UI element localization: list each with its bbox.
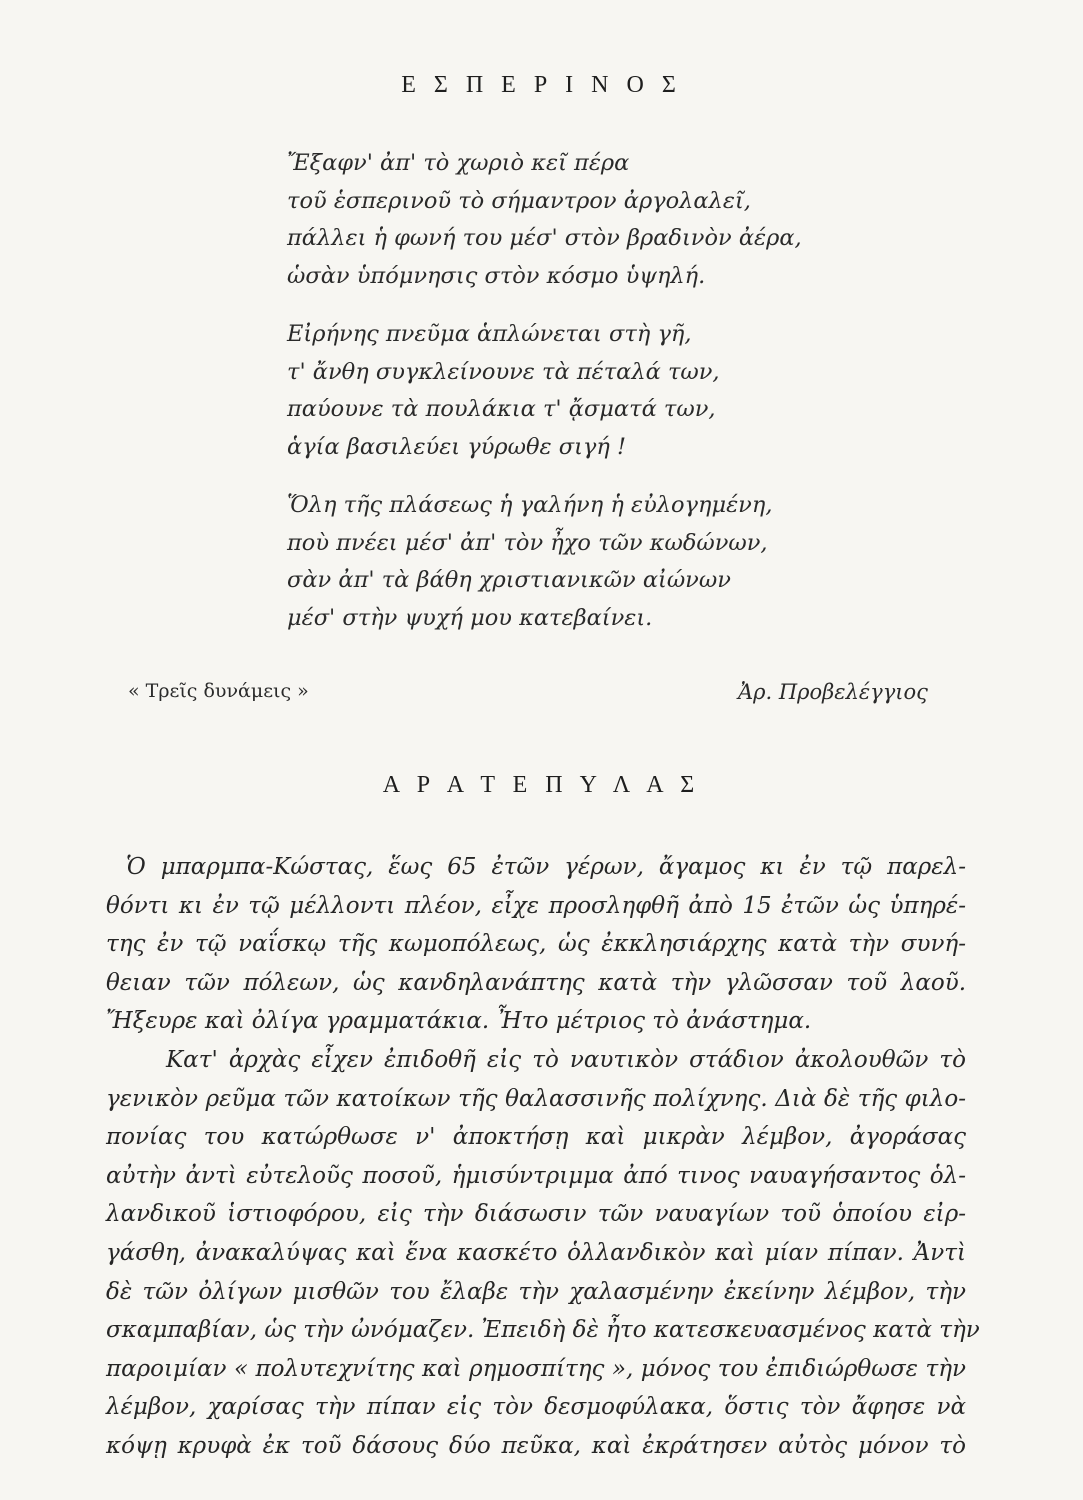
text-line: θόντι κι ἐν τῷ μέλλοντι πλέον, εἶχε προσληφθῆ ἀπὸ 15 ἐτῶν ὡς ὑπηρέ-: [106, 892, 966, 919]
text-line: θειαν τῶν πόλεων, ὡς κανδηλανάπτης κατὰ τὴν γλῶσσαν τοῦ λαοῦ.: [106, 969, 966, 996]
poem-line: Ὅλη τῆς πλάσεως ἡ γαλήνη ἡ εὐλογημένη,: [287, 492, 773, 518]
poem-line: Ἔξαφν' ἀπ' τὸ χωριὸ κεῖ πέρα: [287, 150, 630, 176]
poem-line: Εἰρήνης πνεῦμα ἁπλώνεται στὴ γῆ,: [287, 321, 692, 347]
stanza: [287, 316, 967, 466]
poem-author: Ἀρ. Προβελέγγιος: [738, 680, 928, 704]
text-line: λανδικοῦ ἱστιοφόρου, εἰς τὴν διάσωσιν τῶν ναυαγίων τοῦ ὁποίου εἰρ-: [106, 1201, 966, 1228]
text-line: δὲ τῶν ὀλίγων μισθῶν του ἔλαβε τὴν χαλασμένην ἐκείνην λέμβον, τὴν: [106, 1278, 966, 1305]
text-line: αὐτὴν ἀντὶ εὐτελοῦς ποσοῦ, ἡμισύντριμμα ἀπό τινος ναυαγήσαντος ὁλ-: [106, 1162, 966, 1189]
poem-line: πάλλει ἡ φωνή του μέσ' στὸν βραδινὸν ἀέρα,: [287, 225, 802, 251]
text-line: λέμβον, χαρίσας τὴν πίπαν εἰς τὸν δεσμοφύλακα, ὅστις τὸν ἄφησε νὰ: [106, 1394, 966, 1421]
poem-title: Ε Σ Π Ε Ρ Ι Ν Ο Σ: [401, 72, 682, 98]
text-line: γενικὸν ρεῦμα τῶν κατοίκων τῆς θαλασσινῆς πολίχνης. Διὰ δὲ τῆς φιλο-: [106, 1085, 966, 1112]
poem-line: ἁγία βασιλεύει γύρωθε σιγή !: [287, 433, 627, 460]
text-line: παροιμίαν « πολυτεχνίτης καὶ ρημοσπίτης », μόνος του ἐπιδιώρθωσε τὴν: [106, 1355, 966, 1382]
story-title: Α Ρ Α Τ Ε Π Υ Λ Α Σ: [382, 772, 701, 798]
poem-line: ποὺ πνέει μέσ' ἀπ' τὸν ἦχο τῶν κωδώνων,: [287, 529, 768, 556]
stanza: [287, 487, 967, 637]
text-line: πονίας του κατώρθωσε ν' ἀποκτήσῃ καὶ μικρὰν λέμβον, ἀγοράσας: [106, 1124, 966, 1151]
poem-line: σὰν ἀπ' τὰ βάθη χριστιανικῶν αἰώνων: [287, 567, 731, 593]
story-body: [106, 848, 980, 1466]
poem-line: ὡσὰν ὑπόμνησις στὸν κόσμο ὑψηλή.: [287, 262, 706, 289]
poem-line: τοῦ ἑσπερινοῦ τὸ σήμαντρον ἀργολαλεῖ,: [287, 187, 751, 214]
poem-line: παύουνε τὰ πουλάκια τ' ᾄσματά των,: [287, 396, 716, 422]
text-line: σκαμπαβίαν, ὡς τὴν ὠνόμαζεν. Ἐπειδὴ δὲ ἦτο κατεσκευασμένος κατὰ τὴν: [106, 1317, 980, 1344]
paragraph: [106, 848, 966, 1041]
text-line: κόψῃ κρυφὰ ἐκ τοῦ δάσους δύο πεῦκα, καὶ ἐκράτησεν αὐτὸς μόνον τὸ: [106, 1432, 966, 1459]
paragraph: [106, 1041, 980, 1466]
text-line: Κατ' ἀρχὰς εἶχεν ἐπιδοθῆ εἰς τὸ ναυτικὸν στάδιον ἀκολουθῶν τὸ: [166, 1046, 966, 1073]
text-line: Ὁ μπαρμπα-Κώστας, ἕως 65 ἐτῶν γέρων, ἄγαμος κι ἐν τῷ παρελ-: [126, 854, 966, 880]
text-line: Ἤξευρε καὶ ὀλίγα γραμματάκια. Ἦτο μέτριος τὸ ἀνάστημα.: [106, 1008, 812, 1035]
poem-line: τ' ἄνθη συγκλείνουνε τὰ πέταλά των,: [287, 358, 720, 385]
text-line: γάσθη, ἀνακαλύψας καὶ ἕνα κασκέτο ὁλλανδικὸν καὶ μίαν πίπαν. Ἀντὶ: [106, 1239, 966, 1266]
poem-line: μέσ' στὴν ψυχή μου κατεβαίνει.: [287, 604, 653, 631]
poem-body: [287, 145, 967, 658]
stanza: [287, 145, 967, 295]
poem-source: « Τρεῖς δυνάμεις »: [128, 680, 309, 702]
text-line: της ἐν τῷ ναΐσκῳ τῆς κωμοπόλεως, ὡς ἐκκλησιάρχης κατὰ τὴν συνή-: [106, 931, 966, 958]
